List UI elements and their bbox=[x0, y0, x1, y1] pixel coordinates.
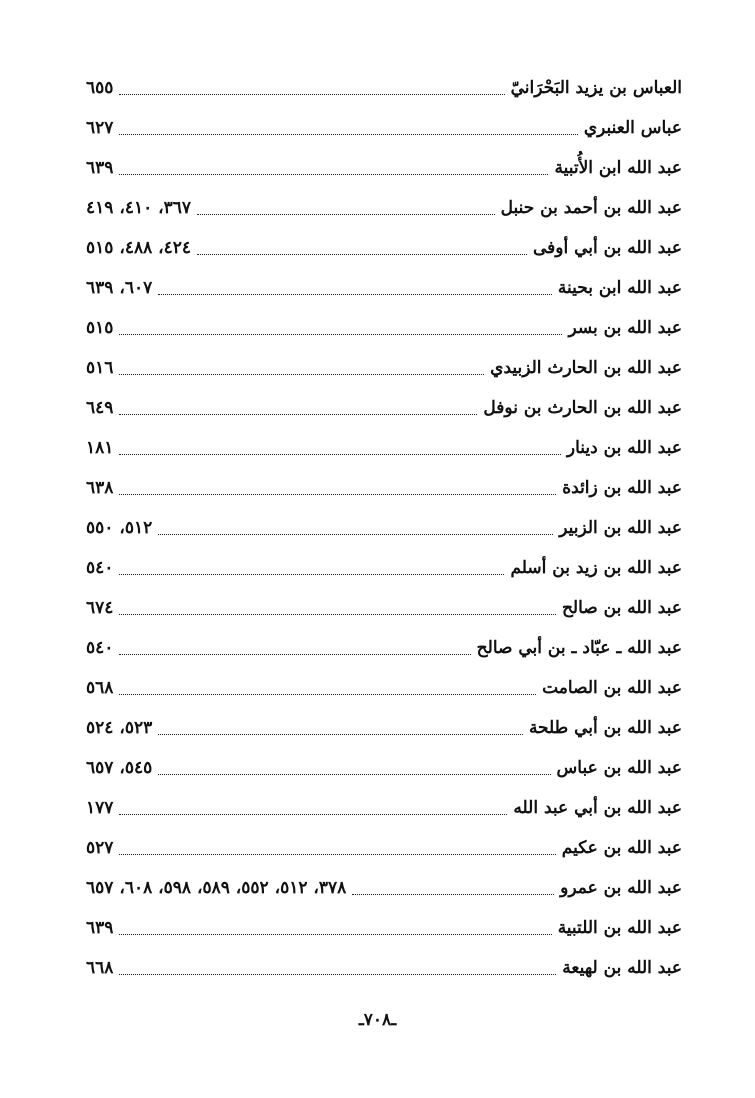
index-entry bbox=[86, 348, 682, 388]
dot-leader bbox=[119, 653, 470, 655]
dot-leader bbox=[158, 533, 553, 535]
entry-name: عبد الله بن الزبير bbox=[559, 518, 682, 538]
dot-leader bbox=[158, 293, 552, 295]
entry-page-refs: ٥٢٣، ٥٢٤ bbox=[86, 718, 153, 738]
entry-name: عبد الله بن بسر bbox=[568, 318, 682, 338]
entry-page-refs: ٦٥٥ bbox=[86, 78, 114, 98]
index-entry bbox=[86, 828, 682, 868]
entry-name: عبد الله بن زائدة bbox=[562, 478, 682, 498]
index-entry bbox=[86, 68, 682, 108]
entry-page-refs: ١٨١ bbox=[86, 438, 114, 458]
entry-page-refs: ٦٣٩ bbox=[86, 158, 114, 178]
dot-leader bbox=[119, 573, 504, 575]
index-entry bbox=[86, 428, 682, 468]
index-entry bbox=[86, 388, 682, 428]
entry-page-refs: ١٧٧ bbox=[86, 798, 114, 818]
entry-name: عبد الله بن أحمد بن حنبل bbox=[500, 198, 682, 218]
index-entry bbox=[86, 948, 682, 988]
index-entry bbox=[86, 788, 682, 828]
entry-page-refs: ٦٣٨ bbox=[86, 478, 114, 498]
entry-name: عبد الله بن صالح bbox=[561, 598, 682, 618]
dot-leader bbox=[119, 613, 556, 615]
index-entry bbox=[86, 708, 682, 748]
entry-name: عبد الله بن أبي طلحة bbox=[528, 718, 682, 738]
entry-name: عبد الله بن الحارث الزبيدي bbox=[490, 358, 682, 378]
entry-name: عبد الله بن أبي أوفى bbox=[532, 238, 682, 258]
index-entry bbox=[86, 268, 682, 308]
entry-name: عبد الله بن أبي عبد الله bbox=[513, 798, 682, 818]
page-number: ـ٧٠٨ـ bbox=[358, 1010, 397, 1030]
entry-page-refs: ٦٤٩ bbox=[86, 398, 114, 418]
entry-name: عبد الله بن دينار bbox=[566, 438, 682, 458]
entry-page-refs: ٦٠٧، ٦٣٩ bbox=[86, 278, 153, 298]
entry-page-refs: ٤٢٤، ٤٨٨، ٥١٥ bbox=[86, 238, 192, 258]
entry-name: عبد الله بن عكيم bbox=[561, 838, 682, 858]
entry-page-refs: ٦٢٧ bbox=[86, 118, 114, 138]
dot-leader bbox=[352, 893, 554, 895]
index-entry bbox=[86, 108, 682, 148]
entry-name: عبد الله بن الصامت bbox=[542, 678, 682, 698]
name-index-list bbox=[86, 68, 682, 988]
index-entry bbox=[86, 588, 682, 628]
index-entry bbox=[86, 188, 682, 228]
entry-page-refs: ٥٦٨ bbox=[86, 678, 114, 698]
entry-page-refs: ٥٤٠ bbox=[86, 558, 114, 578]
dot-leader bbox=[119, 93, 504, 95]
entry-page-refs: ٥١٦ bbox=[86, 358, 114, 378]
entry-name: عبد الله ابن بحينة bbox=[557, 278, 682, 298]
dot-leader bbox=[119, 973, 556, 975]
dot-leader bbox=[119, 133, 577, 135]
index-entry bbox=[86, 228, 682, 268]
entry-name: عبد الله بن لهيعة bbox=[562, 958, 682, 978]
entry-page-refs: ٣٦٧، ٤١٠، ٤١٩ bbox=[86, 198, 192, 218]
entry-page-refs: ٦٧٤ bbox=[86, 598, 114, 618]
entry-page-refs: ٥٢٧ bbox=[86, 838, 114, 858]
dot-leader bbox=[119, 413, 477, 415]
entry-name: عباس العنبري bbox=[583, 118, 682, 138]
index-entry bbox=[86, 868, 682, 908]
entry-page-refs: ٥١٥ bbox=[86, 318, 114, 338]
index-entry bbox=[86, 628, 682, 668]
index-entry bbox=[86, 468, 682, 508]
index-entry bbox=[86, 748, 682, 788]
entry-name: عبد الله بن الحارث بن نوفل bbox=[483, 398, 682, 418]
entry-name: عبد الله بن زيد بن أسلم bbox=[510, 558, 682, 578]
entry-page-refs: ٦٣٩ bbox=[86, 918, 114, 938]
index-entry bbox=[86, 148, 682, 188]
entry-name: عبد الله ـ عبّاد ـ بن أبي صالح bbox=[476, 638, 682, 658]
dot-leader bbox=[197, 213, 495, 215]
index-entry bbox=[86, 508, 682, 548]
dot-leader bbox=[158, 733, 523, 735]
dot-leader bbox=[119, 693, 536, 695]
index-entry bbox=[86, 548, 682, 588]
dot-leader bbox=[119, 853, 555, 855]
dot-leader bbox=[197, 253, 527, 255]
dot-leader bbox=[119, 373, 484, 375]
dot-leader bbox=[119, 453, 561, 455]
dot-leader bbox=[119, 933, 551, 935]
entry-name: عبد الله بن اللتبية bbox=[557, 918, 682, 938]
index-entry bbox=[86, 908, 682, 948]
entry-page-refs: ٣٧٨، ٥١٢، ٥٥٢، ٥٨٩، ٥٩٨، ٦٠٨، ٦٥٧ bbox=[86, 878, 347, 898]
dot-leader bbox=[119, 493, 556, 495]
entry-page-refs: ٥٤٠ bbox=[86, 638, 114, 658]
dot-leader bbox=[158, 773, 550, 775]
index-entry bbox=[86, 668, 682, 708]
dot-leader bbox=[119, 333, 562, 335]
entry-name: عبد الله ابن الأُتبية bbox=[554, 158, 682, 178]
entry-name: عبد الله بن عباس bbox=[556, 758, 682, 778]
index-entry bbox=[86, 308, 682, 348]
dot-leader bbox=[119, 813, 507, 815]
entry-name: عبد الله بن عمرو bbox=[560, 878, 682, 898]
entry-page-refs: ٥١٢، ٥٥٠ bbox=[86, 518, 153, 538]
entry-page-refs: ٥٤٥، ٦٥٧ bbox=[86, 758, 153, 778]
dot-leader bbox=[119, 173, 548, 175]
entry-name: العباس بن يزيد البَحْرَانيّ bbox=[510, 78, 682, 98]
entry-page-refs: ٦٦٨ bbox=[86, 958, 114, 978]
